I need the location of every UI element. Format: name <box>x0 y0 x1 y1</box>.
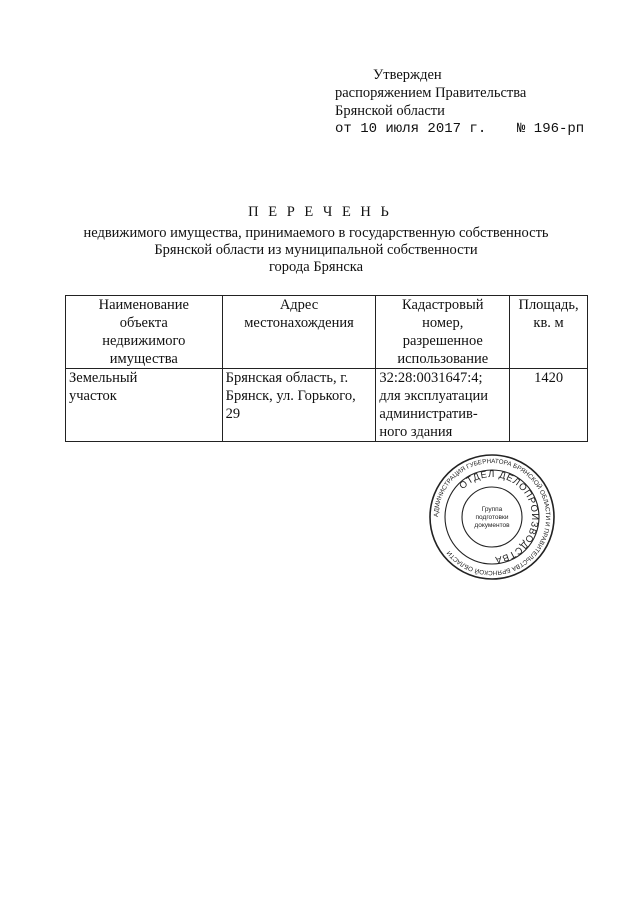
stamp-outer-text: АДМИНИСТРАЦИЯ ГУБЕРНАТОРА БРЯНСКОЙ ОБЛАСТИ И ПРАВИТЕЛЬСТВА БРЯНСКОЙ ОБЛАСТИ <box>432 457 552 577</box>
subtitle-line: недвижимого имущества, принимаемого в государственную собственность <box>83 225 549 241</box>
stamp-center-word: подготовки <box>475 514 509 521</box>
table-row <box>66 369 588 442</box>
approval-block <box>335 66 585 138</box>
approval-line-1: распоряжением Правительства <box>335 85 527 101</box>
stamp-center-word: Группа <box>481 506 503 513</box>
subtitle-line: города Брянска <box>268 259 364 275</box>
column-header-name: Наименование объекта недвижимого имущества <box>66 296 223 369</box>
document-subtitle <box>0 225 632 276</box>
document-title: П Е Р Е Ч Е Н Ь <box>248 204 392 220</box>
table-header-row <box>66 296 588 369</box>
stamp-center-text <box>474 506 510 529</box>
subtitle-line: Брянской области из муниципальной собственности <box>154 242 478 258</box>
cell-address: Брянская область, г. Брянск, ул. Горького, 29 <box>222 369 376 442</box>
official-stamp <box>428 453 556 581</box>
cell-name: Земельный участок <box>66 369 223 442</box>
column-header-area: Площадь, кв. м <box>510 296 588 369</box>
cell-area: 1420 <box>510 369 588 442</box>
column-header-cadastral: Кадастровый номер, разрешенное использование <box>376 296 510 369</box>
approval-number: № 196-рп <box>517 121 585 137</box>
column-header-address: Адрес местонахождения <box>222 296 376 369</box>
stamp-ring-text: ОТДЕЛ ДЕЛОПРОИЗВОДСТВА <box>457 468 541 566</box>
approval-date: от 10 июля 2017 г. <box>335 121 487 137</box>
approval-title: Утвержден <box>373 67 442 83</box>
property-table <box>65 295 588 442</box>
stamp-center-word: документов <box>474 522 510 529</box>
cell-cadastral: 32:28:0031647:4; для эксплуатации административ-ного здания <box>376 369 510 442</box>
approval-line-2: Брянской области <box>335 103 445 119</box>
